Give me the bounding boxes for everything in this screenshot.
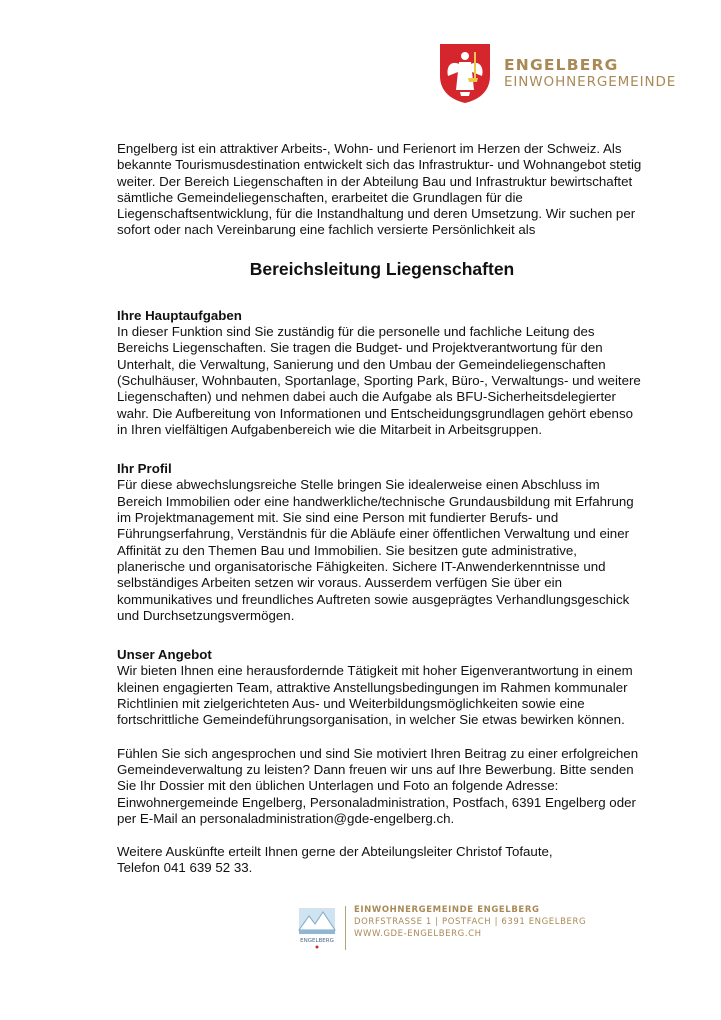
section-tasks-title: Ihre Hauptaufgaben bbox=[117, 307, 242, 323]
section-profile-title: Ihr Profil bbox=[117, 461, 172, 477]
section-tasks-text: In dieser Funktion sind Sie zuständig für die personelle und fachliche Leitung des Bereichs Liegenschaften. Sie tragen die Budget- und Projektverantwortung für den Unterhalt, die Verwaltung, Sanierung und den Umbau der Gemeindeliegenschaften (Schulhäuser, Wohnbauten, Sportanlage, Sporting Park, Büro-, Verwaltungs- und weitere Liegenschaften) und nehmen dabei auch die Aufgabe als BFU-Sicherheitsdelegierter wahr. Die Aufbereitung von Informationen und Entscheidungsgrundlagen gehört ebenso in Ihren vielfältigen Aufgabenbereich wie die Mitarbeit in Arbeitsgruppen. bbox=[117, 324, 641, 437]
footer-street: DORFSTRASSE 1 | POSTFACH | 6391 ENGELBERG bbox=[354, 917, 587, 927]
section-profile bbox=[117, 461, 647, 624]
contact-line-2: Telefon 041 639 52 33. bbox=[117, 860, 253, 876]
job-title: Bereichsleitung Liegenschaften bbox=[249, 258, 515, 279]
job-posting bbox=[117, 141, 647, 877]
section-offer-text: Wir bieten Ihnen eine herausfordernde Tätigkeit mit hoher Eigenverantwortung in einem kleinen engagierten Team, attraktive Anstellungsbedingungen im Rahmen kommunaler Richtlinien mit zielgerichteten Aus- und Weiterbildungsmöglichkeiten sowie eine fortschrittliche Gemeindeführungsorganisation, in welcher Sie etwas bewirken können. bbox=[117, 663, 633, 728]
footer-address bbox=[354, 904, 586, 940]
footer-logo-label: ENGELBERG bbox=[300, 938, 334, 944]
section-offer bbox=[117, 647, 647, 728]
contact-line-1: Weitere Auskünfte erteilt Ihnen gerne der Abteilungsleiter Christof Tofaute, bbox=[117, 844, 553, 860]
header-logo bbox=[438, 42, 677, 104]
application-paragraph: Fühlen Sie sich angesprochen und sind Sie motiviert Ihren Beitrag zu einer erfolgreichen Gemeindeverwaltung zu leisten? Dann freuen wir uns auf Ihre Bewerbung. Bitte senden Sie Ihr Dossier mit den üblichen Unterlagen und Foto an folgende Adresse: Einwohnergemeinde Engelberg, Personaladministration, Postfach, 6391 Engelberg oder per E-Mail an personaladministration@gde-engelberg.ch. bbox=[117, 745, 639, 826]
section-offer-title: Unser Angebot bbox=[117, 647, 212, 663]
footer bbox=[297, 904, 597, 954]
footer-website: WWW.GDE-ENGELBERG.CH bbox=[354, 929, 482, 939]
logo-subtitle: EINWOHNERGEMEINDE bbox=[504, 73, 677, 90]
section-tasks bbox=[117, 308, 647, 438]
contact-paragraph bbox=[117, 844, 647, 877]
engelberg-mountain-logo-icon bbox=[297, 904, 337, 952]
footer-org-name: EINWOHNERGEMEINDE ENGELBERG bbox=[354, 905, 540, 915]
section-profile-text: Für diese abwechslungsreiche Stelle bringen Sie idealerweise einen Abschluss im Bereich Immobilien oder eine handwerkliche/technische Grundausbildung mit Erfahrung im Projektmanagement mit. Sie sind eine Person mit fundierter Berufs- und Führungserfahrung, Verständnis für die Abläufe einer öffentlichen Verwaltung und einer Affinität zu den Themen Bau und Immobilien. Sie besitzen gute administrative, planerische und organisatorische Fähigkeiten. Sichere IT-Anwenderkenntnisse und selbständiges Arbeiten setzen wir voraus. Ausserdem verfügen Sie über ein kommunikatives und freundliches Auftreten sowie ausgeprägtes Verhandlungsgeschick und Durchsetzungsvermögen. bbox=[117, 477, 634, 623]
coat-of-arms-icon bbox=[438, 42, 492, 104]
footer-divider bbox=[345, 906, 346, 950]
intro-paragraph: Engelberg ist ein attraktiver Arbeits-, Wohn- und Ferienort im Herzen der Schweiz. Als bekannte Tourismusdestination entwickelt sich das Infrastruktur- und Wohnangebot stetig weiter. Der Bereich Liegenschaften in der Abteilung Bau und Infrastruktur bewirtschaftet sämtliche Gemeindeliegenschaften, erarbeitet die Grundlagen für die Liegenschaftsentwicklung, für die Instandhaltung und deren Umsetzung. Wir suchen per sofort oder nach Vereinbarung eine fachlich versierte Persönlichkeit als bbox=[117, 141, 642, 238]
logo-title: ENGELBERG bbox=[504, 55, 619, 74]
